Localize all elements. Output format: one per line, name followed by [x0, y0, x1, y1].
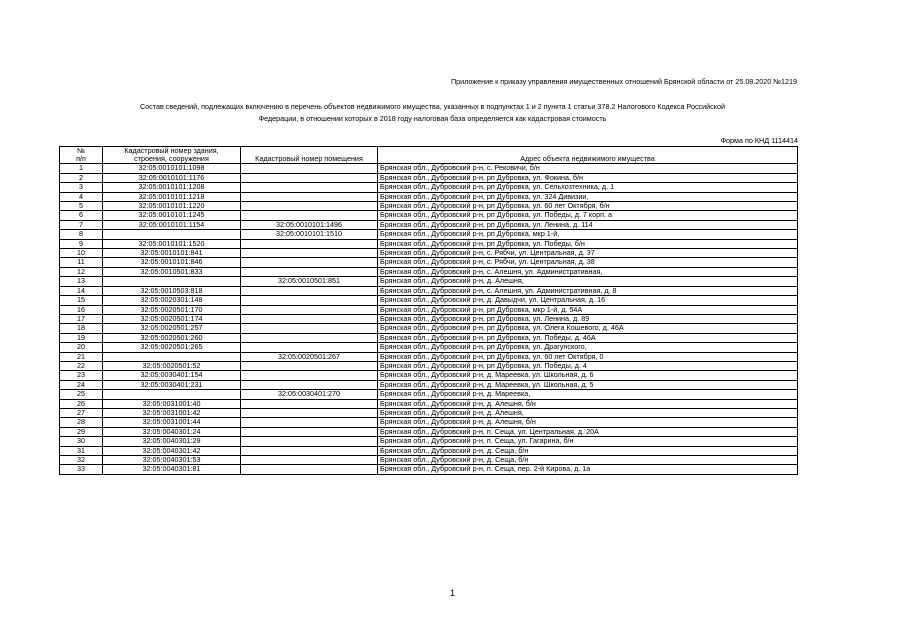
property-address: Брянская обл., Дубровский р-н, д. Алешня, б/н — [378, 399, 798, 408]
table-row — [60, 202, 798, 211]
building-cadastral-number: 32:05:0010101:1245 — [103, 211, 241, 220]
table-row — [60, 333, 798, 342]
property-address: Брянская обл., Дубровский р-н, п. Сеща, ул. Центральная, д. 20А — [378, 427, 798, 436]
building-cadastral-number: 32:05:0040301:53 — [103, 456, 241, 465]
table-row — [60, 343, 798, 352]
row-number: 7 — [60, 220, 103, 229]
table-row — [60, 173, 798, 182]
property-address: Брянская обл., Дубровский р-н, д. Мареевка, ул. Школьная, д. 6 — [378, 371, 798, 380]
room-cadastral-number: 32:05:0010501:851 — [241, 277, 378, 286]
room-cadastral-number — [241, 202, 378, 211]
row-number: 26 — [60, 399, 103, 408]
header-cadastral-line2: строения, сооружения — [103, 155, 241, 164]
building-cadastral-number — [103, 230, 241, 239]
property-address: Брянская обл., Дубровский р-н, рп Дубровка, мкр 1-й, д. 54А — [378, 305, 798, 314]
row-number: 14 — [60, 286, 103, 295]
building-cadastral-number: 32:05:0030401:231 — [103, 380, 241, 389]
table-row — [60, 258, 798, 267]
building-cadastral-number: 32:05:0020501:52 — [103, 361, 241, 370]
table-row — [60, 437, 798, 446]
property-address: Брянская обл., Дубровский р-н, рп Дубровка, ул. 324 Дивизии, — [378, 192, 798, 201]
building-cadastral-number: 32:05:0030401:154 — [103, 371, 241, 380]
room-cadastral-number: 32:05:0010101:1510 — [241, 230, 378, 239]
building-cadastral-number: 32:05:0031001:44 — [103, 418, 241, 427]
table-row — [60, 267, 798, 276]
row-number: 2 — [60, 173, 103, 182]
building-cadastral-number — [103, 390, 241, 399]
row-number: 15 — [60, 296, 103, 305]
room-cadastral-number — [241, 343, 378, 352]
room-cadastral-number — [241, 258, 378, 267]
room-cadastral-number — [241, 371, 378, 380]
property-address: Брянская обл., Дубровский р-н, с. Алешня, ул. Административная, — [378, 267, 798, 276]
table-row — [60, 408, 798, 417]
room-cadastral-number — [241, 192, 378, 201]
header-address-spacer — [378, 147, 798, 156]
building-cadastral-number: 32:05:0010501:833 — [103, 267, 241, 276]
table-row — [60, 305, 798, 314]
row-number: 1 — [60, 164, 103, 173]
property-address: Брянская обл., Дубровский р-н, рп Дубровка, ул. Драгунского, — [378, 343, 798, 352]
building-cadastral-number: 32:05:0010101:1520 — [103, 239, 241, 248]
property-address: Брянская обл., Дубровский р-н, рп Дубровка, ул. Ленина, д. 89 — [378, 314, 798, 323]
building-cadastral-number: 32:05:0010101:1220 — [103, 202, 241, 211]
property-address: Брянская обл., Дубровский р-н, д. Давыдчи, ул. Центральная, д. 16 — [378, 296, 798, 305]
room-cadastral-number — [241, 399, 378, 408]
row-number: 27 — [60, 408, 103, 417]
header-address: Адрес объекта недвижимого имущества — [378, 155, 798, 164]
property-address: Брянская обл., Дубровский р-н, рп Дубровка, ул. Победы, б/н — [378, 239, 798, 248]
table-row — [60, 399, 798, 408]
room-cadastral-number — [241, 305, 378, 314]
row-number: 21 — [60, 352, 103, 361]
property-address: Брянская обл., Дубровский р-н, с. Рябчи, ул. Центральная, д. 38 — [378, 258, 798, 267]
table-row — [60, 465, 798, 474]
table-row — [60, 211, 798, 220]
building-cadastral-number: 32:05:0040301:29 — [103, 437, 241, 446]
building-cadastral-number: 32:05:0020501:174 — [103, 314, 241, 323]
room-cadastral-number — [241, 456, 378, 465]
room-cadastral-number — [241, 164, 378, 173]
row-number: 12 — [60, 267, 103, 276]
row-number: 28 — [60, 418, 103, 427]
building-cadastral-number: 32:05:0010101:1218 — [103, 192, 241, 201]
property-address: Брянская обл., Дубровский р-н, рп Дубровка, ул. Олега Кошевого, д. 46А — [378, 324, 798, 333]
row-number: 30 — [60, 437, 103, 446]
building-cadastral-number: 32:05:0010101:1098 — [103, 164, 241, 173]
building-cadastral-number: 32:05:0020501:260 — [103, 333, 241, 342]
room-cadastral-number — [241, 361, 378, 370]
page-number: 1 — [449, 588, 455, 598]
room-cadastral-number — [241, 183, 378, 192]
room-cadastral-number — [241, 408, 378, 417]
property-address: Брянская обл., Дубровский р-н, рп Дубровка, ул. Победы, д. 46А — [378, 333, 798, 342]
table-row — [60, 239, 798, 248]
room-cadastral-number — [241, 239, 378, 248]
room-cadastral-number — [241, 380, 378, 389]
row-number: 16 — [60, 305, 103, 314]
row-number: 9 — [60, 239, 103, 248]
building-cadastral-number — [103, 277, 241, 286]
table-row — [60, 249, 798, 258]
building-cadastral-number: 32:05:0010503:818 — [103, 286, 241, 295]
property-address: Брянская обл., Дубровский р-н, с. Рябчи, ул. Центральная, д. 37 — [378, 249, 798, 258]
header-num-line1: № — [60, 147, 103, 156]
building-cadastral-number: 32:05:0031001:42 — [103, 408, 241, 417]
row-number: 13 — [60, 277, 103, 286]
property-address: Брянская обл., Дубровский р-н, рп Дубровка, ул. Фокина, б/н — [378, 173, 798, 182]
building-cadastral-number: 32:05:0010101:1176 — [103, 173, 241, 182]
header-cadastral-line1: Кадастровый номер здания, — [103, 147, 241, 156]
property-address: Брянская обл., Дубровский р-н, с. Рековичи, б/н — [378, 164, 798, 173]
room-cadastral-number — [241, 286, 378, 295]
annex-caption: Приложение к приказу управления имущественных отношений Брянской области от 25.08.2020 №1219 — [450, 77, 797, 86]
property-address: Брянская обл., Дубровский р-н, д. Сеща, б/н — [378, 446, 798, 455]
property-address: Брянская обл., Дубровский р-н, д. Сеща, б/н — [378, 456, 798, 465]
table-row — [60, 230, 798, 239]
room-cadastral-number — [241, 427, 378, 436]
table-row — [60, 361, 798, 370]
room-cadastral-number — [241, 333, 378, 342]
row-number: 23 — [60, 371, 103, 380]
table-row — [60, 456, 798, 465]
table-row — [60, 427, 798, 436]
property-table — [59, 146, 798, 475]
header-room-spacer — [241, 147, 378, 156]
room-cadastral-number — [241, 465, 378, 474]
room-cadastral-number — [241, 418, 378, 427]
property-address: Брянская обл., Дубровский р-н, п. Сеща, ул. Гагарина, б/н — [378, 437, 798, 446]
row-number: 18 — [60, 324, 103, 333]
header-room: Кадастровый номер помещения — [241, 155, 378, 164]
row-number: 17 — [60, 314, 103, 323]
header-num-line2: п/п — [60, 155, 103, 164]
property-address: Брянская обл., Дубровский р-н, д. Алешня, — [378, 408, 798, 417]
building-cadastral-number: 32:05:0010101:1154 — [103, 220, 241, 229]
building-cadastral-number: 32:05:0020301:148 — [103, 296, 241, 305]
heading-line-2: Федерации, в отношении которых в 2018 году налоговая база определяется как кадастровая стоимость — [258, 114, 607, 123]
row-number: 33 — [60, 465, 103, 474]
row-number: 10 — [60, 249, 103, 258]
row-number: 25 — [60, 390, 103, 399]
property-address: Брянская обл., Дубровский р-н, рп Дубровка, ул. Сельхозтехника, д. 1 — [378, 183, 798, 192]
room-cadastral-number — [241, 211, 378, 220]
room-cadastral-number — [241, 249, 378, 258]
table-row — [60, 220, 798, 229]
building-cadastral-number: 32:05:0010101:846 — [103, 258, 241, 267]
table-row — [60, 314, 798, 323]
property-address: Брянская обл., Дубровский р-н, рп Дубровка, ул. Ленина, д. 114 — [378, 220, 798, 229]
property-address: Брянская обл., Дубровский р-н, д. Алешня, — [378, 277, 798, 286]
building-cadastral-number — [103, 352, 241, 361]
heading-line-1: Состав сведений, подлежащих включению в перечень объектов недвижимого имущества, указанных в подпунктах 1 и 2 пункта 1 статьи 378.2 Налогового Кодекса Российской — [139, 102, 725, 111]
table-row — [60, 380, 798, 389]
room-cadastral-number — [241, 314, 378, 323]
row-number: 5 — [60, 202, 103, 211]
row-number: 19 — [60, 333, 103, 342]
building-cadastral-number: 32:05:0010101:841 — [103, 249, 241, 258]
table-row — [60, 390, 798, 399]
row-number: 22 — [60, 361, 103, 370]
row-number: 20 — [60, 343, 103, 352]
property-address: Брянская обл., Дубровский р-н, п. Сеща, пер. 2-й Кирова, д. 1а — [378, 465, 798, 474]
room-cadastral-number — [241, 173, 378, 182]
property-address: Брянская обл., Дубровский р-н, д. Алешня, б/н — [378, 418, 798, 427]
table-row — [60, 324, 798, 333]
room-cadastral-number: 32:05:0010101:1496 — [241, 220, 378, 229]
row-number: 29 — [60, 427, 103, 436]
table-row — [60, 192, 798, 201]
row-number: 6 — [60, 211, 103, 220]
building-cadastral-number: 32:05:0040301:24 — [103, 427, 241, 436]
table-body — [60, 164, 798, 474]
building-cadastral-number: 32:05:0020501:265 — [103, 343, 241, 352]
room-cadastral-number: 32:05:0030401:270 — [241, 390, 378, 399]
room-cadastral-number — [241, 296, 378, 305]
row-number: 31 — [60, 446, 103, 455]
room-cadastral-number — [241, 324, 378, 333]
table-row — [60, 296, 798, 305]
table-row — [60, 277, 798, 286]
table-header — [60, 147, 798, 164]
document-heading — [60, 101, 805, 125]
room-cadastral-number — [241, 437, 378, 446]
property-address: Брянская обл., Дубровский р-н, рп Дубровка, мкр 1-й, — [378, 230, 798, 239]
building-cadastral-number: 32:05:0031001:40 — [103, 399, 241, 408]
building-cadastral-number: 32:05:0040301:42 — [103, 446, 241, 455]
room-cadastral-number — [241, 446, 378, 455]
property-address: Брянская обл., Дубровский р-н, д. Мареевка, ул. Школьная, д. 5 — [378, 380, 798, 389]
room-cadastral-number: 32:05:0020501:267 — [241, 352, 378, 361]
building-cadastral-number: 32:05:0010101:1208 — [103, 183, 241, 192]
table-row — [60, 286, 798, 295]
table-row — [60, 183, 798, 192]
row-number: 24 — [60, 380, 103, 389]
property-address: Брянская обл., Дубровский р-н, рп Дубровка, ул. 60 лет Октября, 0 — [378, 352, 798, 361]
table-row — [60, 446, 798, 455]
row-number: 3 — [60, 183, 103, 192]
property-address: Брянская обл., Дубровский р-н, рп Дубровка, ул. Победы, д. 4 — [378, 361, 798, 370]
table-row — [60, 418, 798, 427]
table-row — [60, 352, 798, 361]
property-address: Брянская обл., Дубровский р-н, д. Мареевка, — [378, 390, 798, 399]
form-code: Форма по КНД 1114414 — [720, 136, 798, 145]
table-row — [60, 371, 798, 380]
row-number: 4 — [60, 192, 103, 201]
table-row — [60, 164, 798, 173]
property-address: Брянская обл., Дубровский р-н, рп Дубровка, ул. 60 лет Октября, б/н — [378, 202, 798, 211]
row-number: 11 — [60, 258, 103, 267]
room-cadastral-number — [241, 267, 378, 276]
building-cadastral-number: 32:05:0020501:257 — [103, 324, 241, 333]
property-address: Брянская обл., Дубровский р-н, с. Алешня, ул. Административная, д. 8 — [378, 286, 798, 295]
row-number: 8 — [60, 230, 103, 239]
building-cadastral-number: 32:05:0040301:81 — [103, 465, 241, 474]
building-cadastral-number: 32:05:0020501:170 — [103, 305, 241, 314]
row-number: 32 — [60, 456, 103, 465]
property-address: Брянская обл., Дубровский р-н, рп Дубровка, ул. Победы, д. 7 корп. а — [378, 211, 798, 220]
